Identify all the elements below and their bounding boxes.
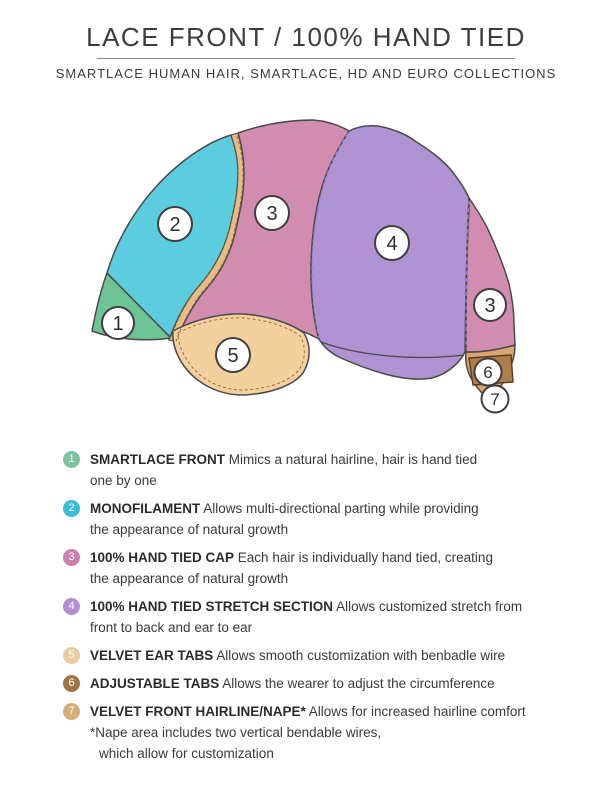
- legend-label-2: MONOFILAMENT: [90, 501, 201, 516]
- legend-text-1: [90, 449, 477, 491]
- marker-3-number: 3: [266, 203, 278, 225]
- legend-item-stretch-section: [63, 596, 568, 638]
- legend-bullet-1: 1: [63, 451, 80, 468]
- marker-3: [255, 196, 289, 230]
- cap-diagram: [85, 112, 555, 422]
- marker-7-number: 7: [490, 390, 500, 409]
- legend-desc-7-line2: *Nape area includes two vertical bendable wires,: [90, 725, 382, 740]
- legend-desc-2-line2: the appearance of natural growth: [90, 522, 289, 537]
- legend-label-6: ADJUSTABLE TABS: [90, 676, 220, 691]
- legend-text-4: [90, 596, 522, 638]
- legend-item-hand-tied-cap: [63, 547, 568, 589]
- legend-desc-2: Allows multi-directional parting while providing: [203, 501, 479, 516]
- marker-2: [158, 207, 192, 241]
- marker-1-number: 1: [112, 313, 124, 335]
- legend-label-1: SMARTLACE FRONT: [90, 452, 225, 467]
- marker-4: [375, 226, 409, 260]
- section-hand-tied-cap-right: [466, 198, 515, 352]
- legend-label-7: VELVET FRONT HAIRLINE/NAPE*: [90, 704, 306, 719]
- marker-6-number: 6: [483, 363, 493, 382]
- marker-7: [482, 386, 509, 413]
- legend-text-2: [90, 498, 479, 540]
- legend-desc-5: Allows smooth customization with benbadle wire: [216, 648, 506, 663]
- legend-desc-7: Allows for increased hairline comfort: [308, 704, 526, 719]
- page-header: [14, 0, 598, 81]
- legend-text-6: [90, 673, 495, 694]
- legend-bullet-7: 7: [63, 703, 80, 720]
- legend-item-smartlace-front: [63, 449, 568, 491]
- marker-3-right-number: 3: [484, 295, 496, 317]
- page-title: LACE FRONT / 100% HAND TIED: [86, 22, 526, 52]
- legend-desc-4: Allows customized stretch from: [336, 599, 523, 614]
- marker-5-number: 5: [227, 345, 239, 367]
- marker-3-right: [474, 289, 506, 321]
- marker-2-number: 2: [169, 214, 181, 236]
- legend-bullet-6: 6: [63, 675, 80, 692]
- marker-6: [475, 359, 502, 386]
- legend-bullet-3: 3: [63, 549, 80, 566]
- legend-text-7: [90, 701, 526, 764]
- legend-bullet-5: 5: [63, 647, 80, 664]
- legend-item-hairline-nape: [63, 701, 568, 764]
- legend-item-ear-tabs: [63, 645, 568, 666]
- legend-desc-6: Allows the wearer to adjust the circumference: [222, 676, 495, 691]
- legend: [63, 449, 568, 771]
- legend-desc-1: Mimics a natural hairline, hair is hand tied: [228, 452, 478, 467]
- title-divider: [97, 58, 515, 59]
- legend-text-5: [90, 645, 505, 666]
- page-subtitle: SMARTLACE HUMAN HAIR, SMARTLACE, HD AND EURO COLLECTIONS: [55, 66, 557, 81]
- legend-desc-4-line2: front to back and ear to ear: [90, 620, 253, 635]
- legend-desc-3-line2: the appearance of natural growth: [90, 571, 289, 586]
- legend-label-4: 100% HAND TIED STRETCH SECTION: [90, 599, 334, 614]
- legend-item-adjustable-tabs: [63, 673, 568, 694]
- legend-desc-1-line2: one by one: [90, 473, 157, 488]
- cap-diagram-svg: [85, 112, 555, 422]
- legend-item-monofilament: [63, 498, 568, 540]
- marker-5: [216, 338, 250, 372]
- legend-bullet-2: 2: [63, 500, 80, 517]
- legend-text-3: [90, 547, 493, 589]
- legend-desc-7-line3: which allow for customization: [99, 746, 274, 761]
- marker-1: [102, 307, 134, 339]
- legend-label-3: 100% HAND TIED CAP: [90, 550, 235, 565]
- legend-desc-3: Each hair is individually hand tied, creating: [237, 550, 493, 565]
- marker-4-number: 4: [386, 233, 398, 255]
- legend-bullet-4: 4: [63, 598, 80, 615]
- legend-label-5: VELVET EAR TABS: [90, 648, 214, 663]
